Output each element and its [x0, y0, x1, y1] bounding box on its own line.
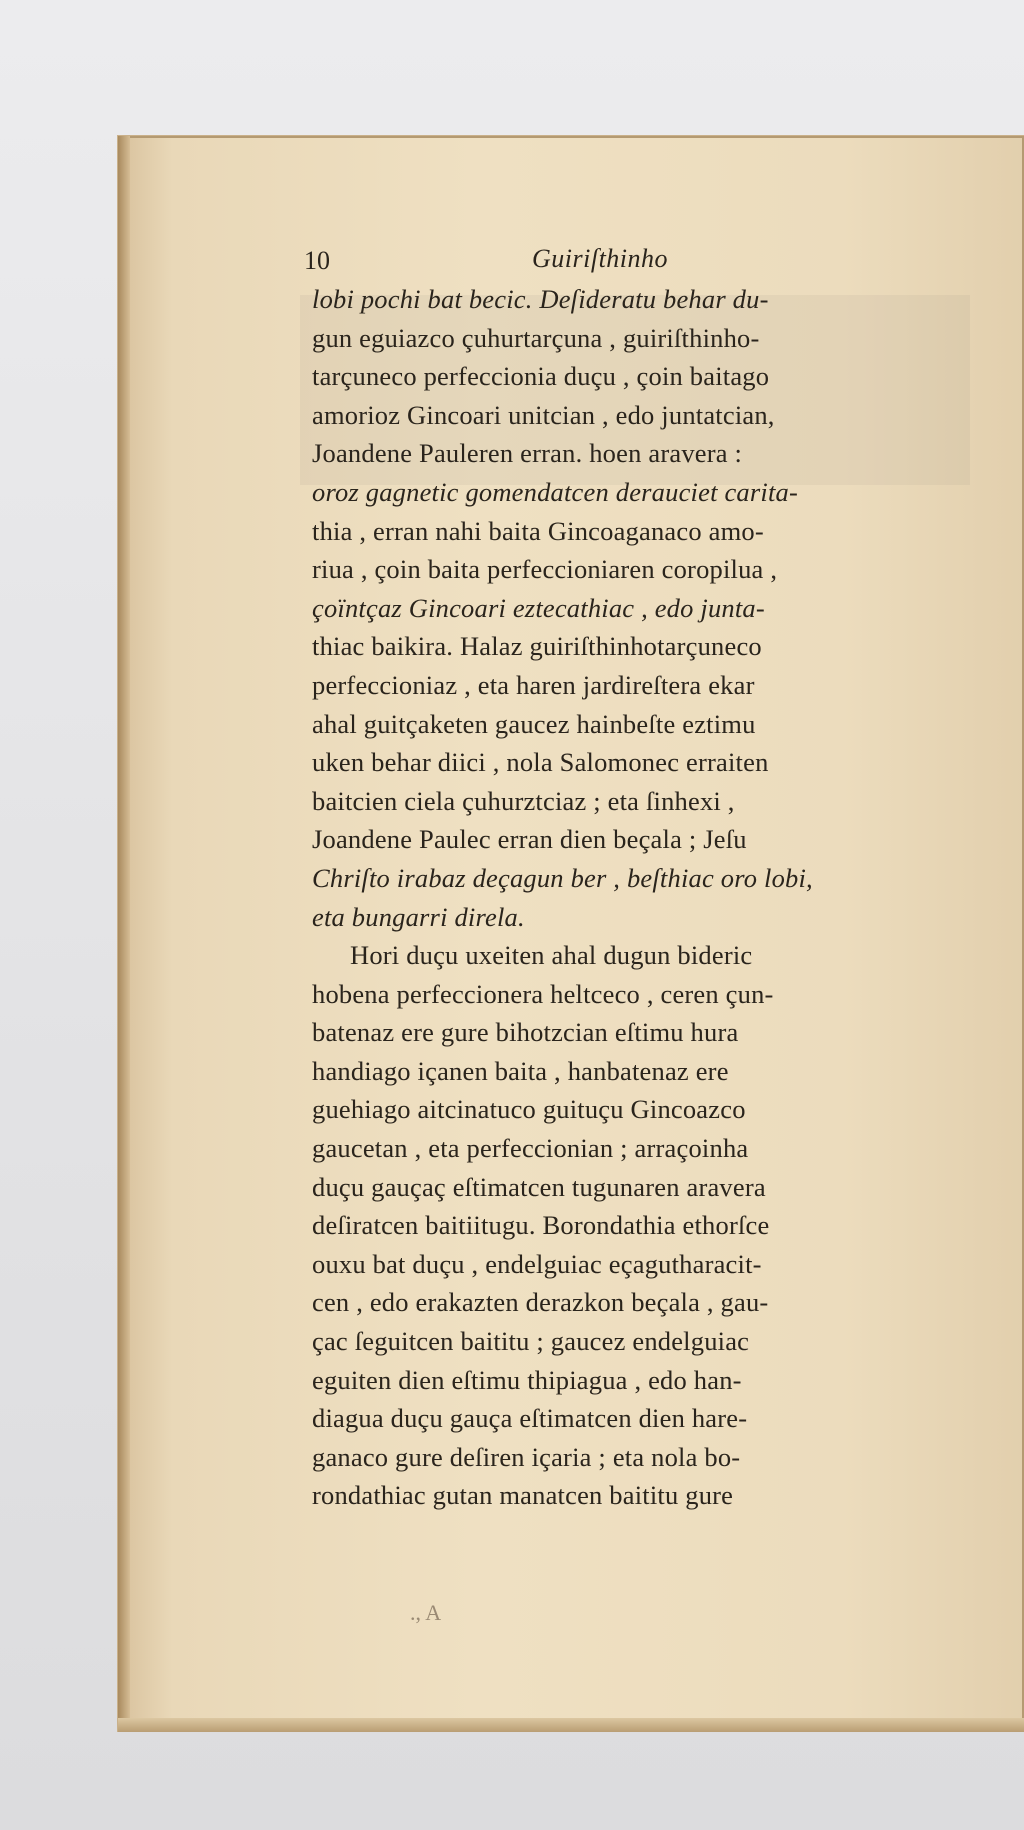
page-header: Guiriſthinho — [532, 244, 669, 273]
text-line: eguiten dien eſtimu thipiagua , edo han- — [312, 1364, 742, 1395]
text-line: gaucetan , eta perfeccionian ; arraçoinha — [312, 1133, 749, 1164]
text-line: çac ſeguitcen baititu ; gaucez endelguiac — [312, 1326, 750, 1357]
page-bottom-edge — [118, 1718, 1024, 1732]
text-line: ouxu bat duçu , endelguiac eçagutharacit- — [312, 1248, 762, 1279]
page-edge — [118, 136, 130, 1731]
text-line: oroz gagnetic gomendatcen derauciet carita- — [312, 476, 798, 507]
text-line: diagua duçu gauça eſtimatcen dien hare- — [312, 1403, 748, 1434]
text-line: deſiratcen baitiitugu. Borondathia ethorſce — [312, 1210, 770, 1241]
page-number: 10 — [304, 246, 330, 275]
text-line: amorioz Gincoari unitcian , edo juntatcian, — [312, 399, 775, 430]
text-line: eta bungarri direla. — [312, 901, 525, 932]
text-line: duçu gauçaç eſtimatcen tugunaren aravera — [312, 1171, 766, 1202]
text-line: perfeccioniaz , eta haren jardireſtera ekar — [312, 669, 755, 700]
text-line: Joandene Paulec erran dien beçala ; Jeſu — [312, 824, 747, 855]
text-line: Hori duçu uxeiten ahal dugun bideric — [350, 940, 753, 971]
page-mark: ., A — [410, 1600, 442, 1625]
text-line: Chriſto irabaz deçagun ber , beſthiac oro lobi, — [312, 862, 813, 893]
text-line: rondathiac gutan manatcen baititu gure — [312, 1480, 734, 1511]
text-block — [304, 244, 962, 1515]
text-line: thia , erran nahi baita Gincoaganaco amo- — [312, 515, 764, 546]
text-line: thiac baikira. Halaz guiriſthinhotarçuneco — [312, 631, 762, 662]
text-line: Joandene Pauleren erran. hoen aravera : — [312, 438, 743, 469]
text-line: gun eguiazco çuhurtarçuna , guiriſthinho- — [312, 322, 760, 353]
text-line: lobi pochi bat becic. Deſideratu behar du- — [312, 284, 769, 314]
text-line: cen , edo erakazten derazkon beçala , gau- — [312, 1287, 769, 1318]
text-line: uken behar diici , nola Salomonec erraiten — [312, 747, 769, 778]
text-line: çoïntçaz Gincoari eztecathiac , edo junta- — [312, 592, 765, 623]
running-head — [304, 244, 962, 280]
text-line: ahal guitçaketen gaucez hainbeſte eztimu — [312, 708, 756, 739]
text-line: handiago içanen baita , hanbatenaz ere — [312, 1055, 729, 1086]
text-line: ganaco gure deſiren içaria ; eta nola bo- — [312, 1441, 741, 1472]
text-line: tarçuneco perfeccionia duçu , çoin baitago — [312, 361, 770, 392]
text-line: baitcien ciela çuhurztciaz ; eta ſinhexi , — [312, 785, 735, 816]
text-line: guehiago aitcinatuco guituçu Gincoazco — [312, 1094, 746, 1125]
text-line: riua , çoin baita perfeccioniaren coropilua , — [312, 554, 778, 585]
text-line: batenaz ere gure bihotzcian eſtimu hura — [312, 1017, 739, 1048]
text-line: hobena perfeccionera heltceco , ceren çun- — [312, 978, 774, 1009]
